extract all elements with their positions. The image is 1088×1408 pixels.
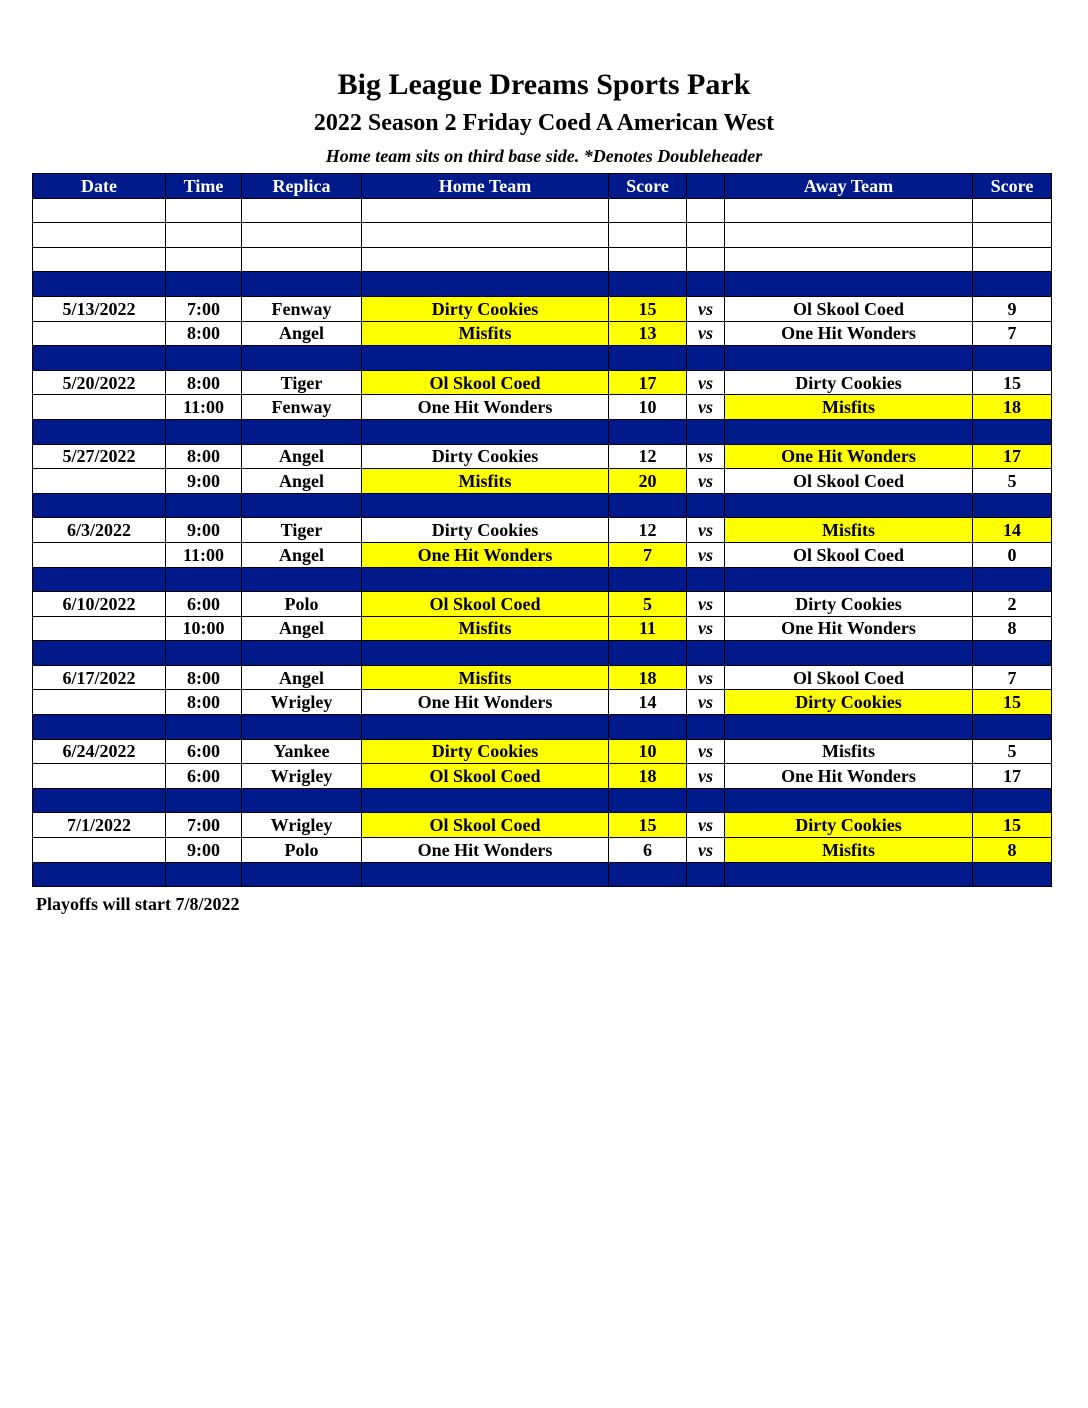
away-score: 15 <box>973 813 1052 838</box>
home-score: 7 <box>609 542 687 567</box>
game-date <box>33 469 166 494</box>
away-team: Dirty Cookies <box>725 370 973 395</box>
game-replica: Angel <box>242 542 362 567</box>
away-team: One Hit Wonders <box>725 764 973 789</box>
away-score: 0 <box>973 542 1052 567</box>
away-team: Dirty Cookies <box>725 592 973 617</box>
game-replica: Fenway <box>242 296 362 321</box>
empty-row <box>33 223 1052 248</box>
home-team: Misfits <box>362 321 609 346</box>
game-row <box>33 813 1052 838</box>
home-score: 5 <box>609 592 687 617</box>
home-team: Dirty Cookies <box>362 444 609 469</box>
separator-row <box>33 567 1052 592</box>
col-header-away-team: Away Team <box>725 174 973 199</box>
away-score: 15 <box>973 690 1052 715</box>
game-date: 5/20/2022 <box>33 370 166 395</box>
game-date: 7/1/2022 <box>33 813 166 838</box>
game-time: 8:00 <box>166 665 242 690</box>
game-row <box>33 370 1052 395</box>
game-row <box>33 616 1052 641</box>
vs-label: vs <box>687 690 725 715</box>
schedule-body <box>33 198 1052 887</box>
vs-label: vs <box>687 469 725 494</box>
game-date: 6/3/2022 <box>33 518 166 543</box>
col-header-time: Time <box>166 174 242 199</box>
away-score: 17 <box>973 764 1052 789</box>
away-team: Ol Skool Coed <box>725 665 973 690</box>
game-date: 5/27/2022 <box>33 444 166 469</box>
page-subtitle: 2022 Season 2 Friday Coed A American West <box>313 110 775 136</box>
home-score: 17 <box>609 370 687 395</box>
game-replica: Angel <box>242 616 362 641</box>
schedule-table <box>32 173 1052 887</box>
game-time: 11:00 <box>166 542 242 567</box>
game-time: 10:00 <box>166 616 242 641</box>
col-header-away-score: Score <box>973 174 1052 199</box>
game-row <box>33 690 1052 715</box>
away-team: Misfits <box>725 838 973 863</box>
empty-row <box>33 198 1052 223</box>
game-row <box>33 764 1052 789</box>
away-score: 9 <box>973 296 1052 321</box>
away-score: 5 <box>973 739 1052 764</box>
vs-label: vs <box>687 616 725 641</box>
col-header-replica: Replica <box>242 174 362 199</box>
vs-label: vs <box>687 592 725 617</box>
game-row <box>33 542 1052 567</box>
vs-label: vs <box>687 296 725 321</box>
game-replica: Wrigley <box>242 690 362 715</box>
away-team: Dirty Cookies <box>725 690 973 715</box>
home-team: One Hit Wonders <box>362 838 609 863</box>
home-score: 14 <box>609 690 687 715</box>
home-score: 20 <box>609 469 687 494</box>
game-time: 8:00 <box>166 444 242 469</box>
away-team: Ol Skool Coed <box>725 469 973 494</box>
game-date: 6/24/2022 <box>33 739 166 764</box>
away-team: Ol Skool Coed <box>725 296 973 321</box>
home-team: One Hit Wonders <box>362 395 609 420</box>
away-team: Misfits <box>725 395 973 420</box>
away-score: 15 <box>973 370 1052 395</box>
game-time: 6:00 <box>166 739 242 764</box>
away-score: 7 <box>973 321 1052 346</box>
vs-label: vs <box>687 370 725 395</box>
game-time: 6:00 <box>166 764 242 789</box>
away-team: Dirty Cookies <box>725 813 973 838</box>
home-score: 18 <box>609 764 687 789</box>
game-row <box>33 444 1052 469</box>
game-replica: Wrigley <box>242 813 362 838</box>
playoffs-note: Playoffs will start 7/8/2022 <box>36 894 240 914</box>
game-date <box>33 321 166 346</box>
home-team: One Hit Wonders <box>362 542 609 567</box>
away-score: 18 <box>973 395 1052 420</box>
game-row <box>33 592 1052 617</box>
vs-label: vs <box>687 444 725 469</box>
home-score: 11 <box>609 616 687 641</box>
game-time: 9:00 <box>166 469 242 494</box>
game-date <box>33 616 166 641</box>
vs-label: vs <box>687 764 725 789</box>
home-team: Ol Skool Coed <box>362 370 609 395</box>
vs-label: vs <box>687 838 725 863</box>
separator-row <box>33 641 1052 666</box>
game-date: 5/13/2022 <box>33 296 166 321</box>
game-row <box>33 838 1052 863</box>
home-score: 15 <box>609 813 687 838</box>
away-score: 7 <box>973 665 1052 690</box>
separator-row <box>33 715 1052 740</box>
game-replica: Fenway <box>242 395 362 420</box>
game-row <box>33 739 1052 764</box>
away-score: 14 <box>973 518 1052 543</box>
vs-label: vs <box>687 542 725 567</box>
away-team: One Hit Wonders <box>725 321 973 346</box>
game-time: 8:00 <box>166 370 242 395</box>
game-time: 11:00 <box>166 395 242 420</box>
away-score: 5 <box>973 469 1052 494</box>
game-date <box>33 395 166 420</box>
game-time: 7:00 <box>166 296 242 321</box>
game-replica: Wrigley <box>242 764 362 789</box>
game-row <box>33 469 1052 494</box>
game-date <box>33 764 166 789</box>
away-score: 8 <box>973 838 1052 863</box>
separator-row <box>33 862 1052 887</box>
game-replica: Polo <box>242 838 362 863</box>
game-replica: Yankee <box>242 739 362 764</box>
game-date <box>33 838 166 863</box>
game-replica: Angel <box>242 321 362 346</box>
away-team: One Hit Wonders <box>725 444 973 469</box>
game-row <box>33 296 1052 321</box>
table-header-row <box>33 174 1052 199</box>
home-score: 18 <box>609 665 687 690</box>
game-time: 8:00 <box>166 321 242 346</box>
game-replica: Tiger <box>242 518 362 543</box>
home-team: Dirty Cookies <box>362 518 609 543</box>
game-time: 9:00 <box>166 838 242 863</box>
game-date: 6/10/2022 <box>33 592 166 617</box>
home-team: Misfits <box>362 616 609 641</box>
away-team: Misfits <box>725 739 973 764</box>
game-row <box>33 321 1052 346</box>
vs-label: vs <box>687 739 725 764</box>
home-team: One Hit Wonders <box>362 690 609 715</box>
separator-row <box>33 419 1052 444</box>
vs-label: vs <box>687 665 725 690</box>
col-header-date: Date <box>33 174 166 199</box>
col-header-home-team: Home Team <box>362 174 609 199</box>
home-score: 12 <box>609 518 687 543</box>
col-header-home-score: Score <box>609 174 687 199</box>
home-team: Misfits <box>362 665 609 690</box>
home-team: Dirty Cookies <box>362 296 609 321</box>
game-time: 6:00 <box>166 592 242 617</box>
home-score: 12 <box>609 444 687 469</box>
empty-row <box>33 247 1052 272</box>
col-header-vs <box>687 174 725 199</box>
home-team: Ol Skool Coed <box>362 592 609 617</box>
game-time: 9:00 <box>166 518 242 543</box>
home-score: 10 <box>609 739 687 764</box>
page-title: Big League Dreams Sports Park <box>337 68 751 101</box>
home-score: 6 <box>609 838 687 863</box>
game-replica: Angel <box>242 469 362 494</box>
vs-label: vs <box>687 813 725 838</box>
game-row <box>33 518 1052 543</box>
home-team: Ol Skool Coed <box>362 813 609 838</box>
home-score: 15 <box>609 296 687 321</box>
game-replica: Angel <box>242 444 362 469</box>
schedule-note: Home team sits on third base side. *Denotes Doubleheader <box>325 146 763 166</box>
home-team: Dirty Cookies <box>362 739 609 764</box>
game-time: 7:00 <box>166 813 242 838</box>
away-team: One Hit Wonders <box>725 616 973 641</box>
game-date <box>33 690 166 715</box>
separator-row <box>33 272 1052 297</box>
vs-label: vs <box>687 395 725 420</box>
home-team: Ol Skool Coed <box>362 764 609 789</box>
away-score: 17 <box>973 444 1052 469</box>
vs-label: vs <box>687 321 725 346</box>
away-score: 8 <box>973 616 1052 641</box>
game-date <box>33 542 166 567</box>
away-score: 2 <box>973 592 1052 617</box>
away-team: Misfits <box>725 518 973 543</box>
game-replica: Angel <box>242 665 362 690</box>
game-date: 6/17/2022 <box>33 665 166 690</box>
home-score: 13 <box>609 321 687 346</box>
game-time: 8:00 <box>166 690 242 715</box>
separator-row <box>33 346 1052 371</box>
vs-label: vs <box>687 518 725 543</box>
game-replica: Tiger <box>242 370 362 395</box>
game-replica: Polo <box>242 592 362 617</box>
home-score: 10 <box>609 395 687 420</box>
game-row <box>33 395 1052 420</box>
home-team: Misfits <box>362 469 609 494</box>
game-row <box>33 665 1052 690</box>
separator-row <box>33 788 1052 813</box>
away-team: Ol Skool Coed <box>725 542 973 567</box>
separator-row <box>33 493 1052 518</box>
